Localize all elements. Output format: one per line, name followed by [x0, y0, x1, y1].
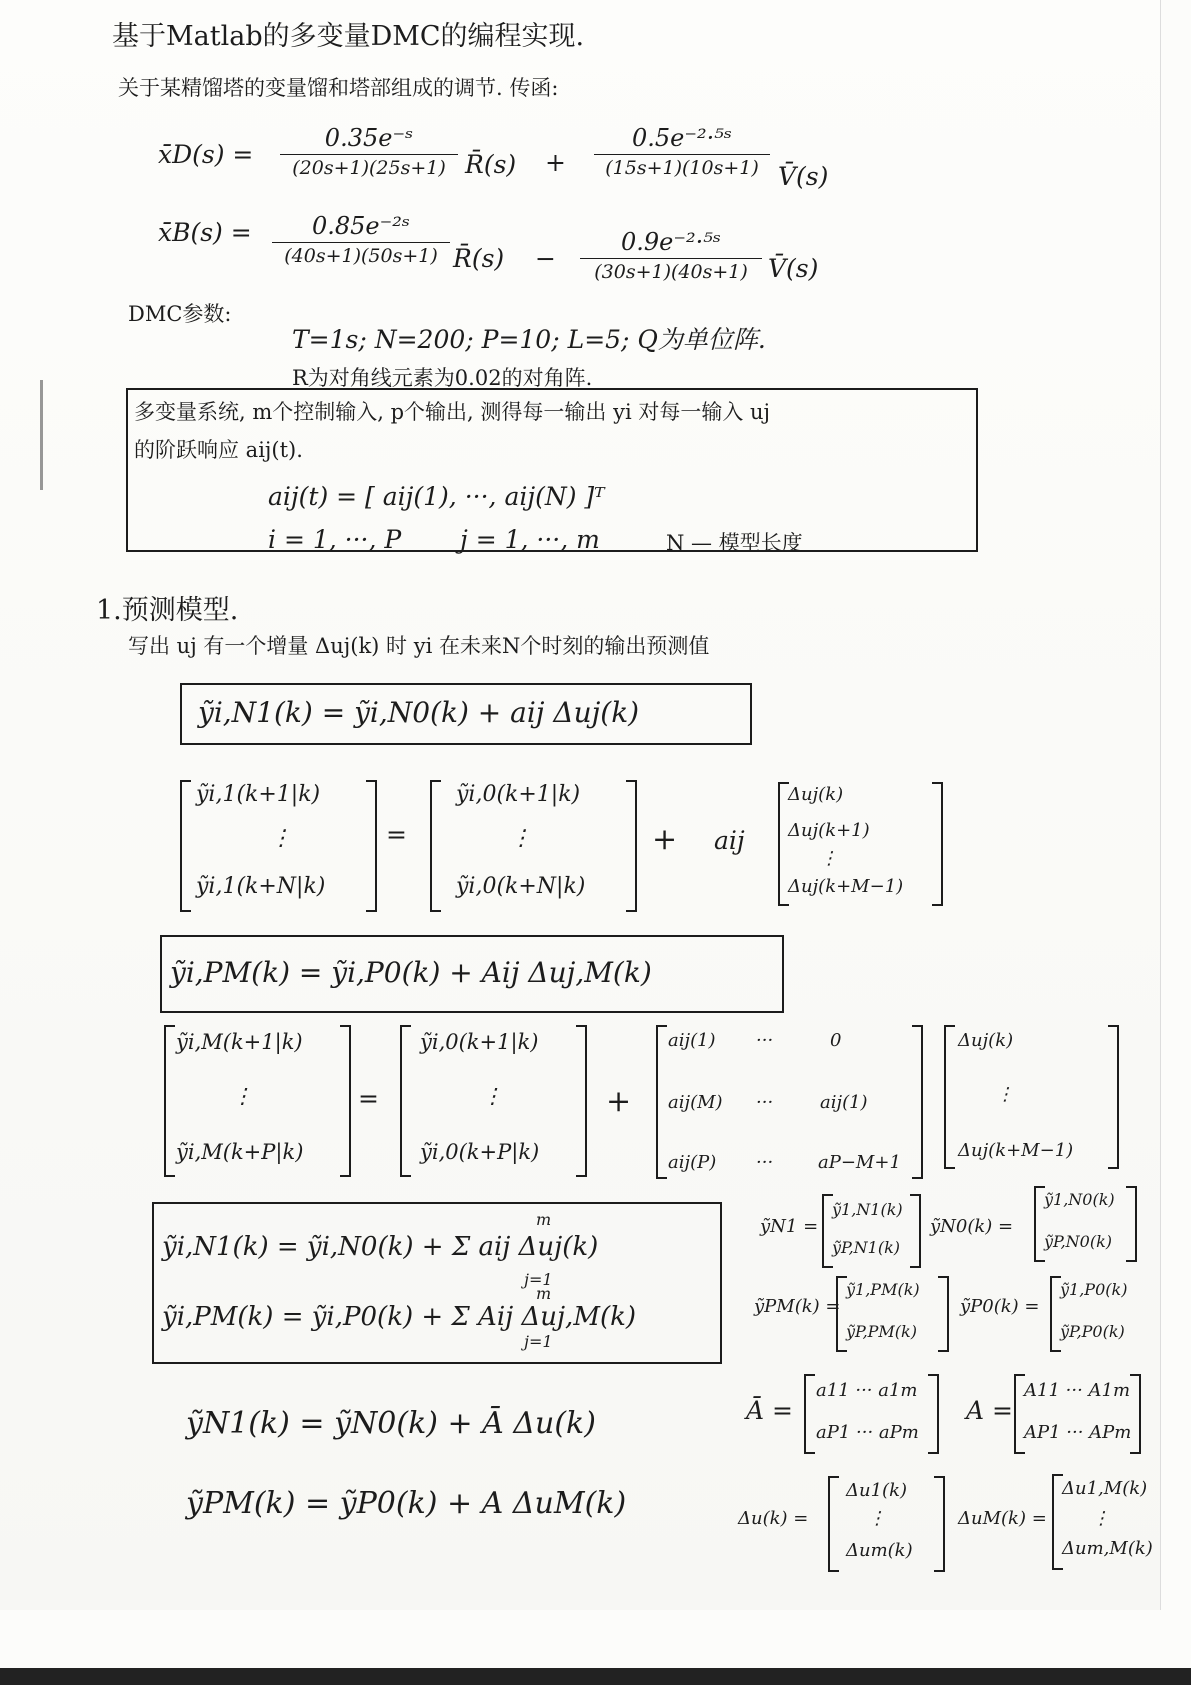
xb-f2-denominator: (30s+1)(40s+1) [594, 261, 748, 283]
mat1-lhs-mid: ⋮ [270, 826, 292, 851]
xd-lhs: x̄D(s) = [158, 140, 254, 169]
yn0-top: ỹ1,N0(k) [1044, 1190, 1115, 1209]
final-eq-b: ỹPM(k) = ỹP0(k) + A ΔuM(k) [186, 1486, 627, 1521]
xb-f1-numerator: 0.85e⁻²ˢ [272, 212, 450, 243]
mat2-u-mid: ⋮ [996, 1084, 1014, 1105]
mat2-lhs-bot: ỹi,M(k+P|k) [176, 1140, 304, 1164]
mat2-u-bracket-left [944, 1025, 955, 1169]
a-bot: AP1 ··· APm [1024, 1422, 1132, 1443]
yn0-bracket-right [1126, 1186, 1137, 1262]
yn1-lhs: ỹN1 = [760, 1216, 819, 1237]
mat1-u4: Δuj(k+M−1) [788, 876, 904, 897]
def-line2: 的阶跃响应 aij(t). [134, 438, 303, 462]
mat2-lhs-top: ỹi,M(k+1|k) [176, 1030, 303, 1054]
mat2-plus: + [606, 1084, 632, 1119]
mat2-a31: aij(P) [668, 1152, 717, 1173]
mat2-rhs-mid: ⋮ [482, 1084, 503, 1108]
xb-f1-var: R̄(s) [453, 244, 505, 273]
ypm-lhs: ỹPM(k) = [754, 1296, 841, 1317]
xb-f2-numerator: 0.9e⁻²·⁵ˢ [580, 228, 762, 259]
final-eq-a: ỹN1(k) = ỹN0(k) + Ā Δu(k) [186, 1406, 596, 1441]
scan-edge [0, 1668, 1191, 1685]
xb-fraction-2 [580, 228, 762, 283]
mat2-u-top: Δuj(k) [958, 1030, 1014, 1051]
section1-heading: 1.预测模型. [96, 595, 239, 626]
mat2-a-bracket-left [656, 1025, 667, 1179]
mat2-a23: aij(1) [820, 1092, 868, 1113]
mat1-rhs-bracket-left [430, 780, 441, 912]
xd-f2-denominator: (15s+1)(10s+1) [605, 157, 759, 179]
du-top: Δu1(k) [846, 1480, 907, 1501]
mat1-u3: ⋮ [820, 848, 838, 869]
dum-lhs: ΔuM(k) = [958, 1508, 1047, 1529]
a-lhs: A = [966, 1396, 1013, 1425]
dum-mid: ⋮ [1092, 1508, 1110, 1529]
mat2-a32: ··· [756, 1152, 774, 1173]
intro-text: 关于某精馏塔的变量馏和塔部组成的调节. 传函: [118, 76, 559, 100]
xd-f2-numerator: 0.5e⁻²·⁵ˢ [594, 124, 770, 155]
mat1-lhs-bracket-right [366, 780, 377, 912]
xd-op: + [545, 148, 566, 177]
sum-box [152, 1202, 722, 1364]
sum-line1: ỹi,N1(k) = ỹi,N0(k) + Σ aij Δuj(k) [162, 1232, 599, 1262]
xd-f1-var: R̄(s) [465, 150, 517, 179]
mat2-lhs-mid: ⋮ [232, 1084, 253, 1108]
du-lhs: Δu(k) = [738, 1508, 809, 1529]
mat1-rhs-bracket-right [626, 780, 637, 912]
mat2-a12: ··· [756, 1030, 774, 1051]
page-title: 基于Matlab的多变量DMC的编程实现. [112, 21, 585, 52]
mat1-lhs-bracket-left [180, 780, 191, 912]
def-line4c: N — 模型长度 [666, 531, 803, 555]
mat2-u-bracket-right [1108, 1025, 1119, 1169]
mat1-coef: aij [714, 826, 745, 855]
sum1-top: m [536, 1210, 552, 1229]
dum-bot: Δum,M(k) [1062, 1538, 1153, 1559]
yp0-top: ỹ1,P0(k) [1060, 1280, 1128, 1299]
yn0-bot: ỹP,N0(k) [1044, 1232, 1113, 1251]
section1-desc: 写出 uj 有一个增量 Δuj(k) 时 yi 在未来N个时刻的输出预测值 [128, 634, 710, 658]
xd-fraction-1 [280, 124, 458, 179]
mat2-rhs-top: ỹi,0(k+1|k) [420, 1030, 539, 1054]
yn1-top: ỹ1,N1(k) [832, 1200, 903, 1219]
mat2-lhs-bracket-left [164, 1025, 175, 1177]
xd-f1-denominator: (20s+1)(25s+1) [292, 157, 446, 179]
sum2-bot: j=1 [524, 1332, 553, 1351]
mat1-rhs-top: ỹi,0(k+1|k) [456, 782, 581, 807]
mat1-rhs-bot: ỹi,0(k+N|k) [456, 874, 586, 899]
sum2-top: m [536, 1284, 552, 1303]
dmc-params-label: DMC参数: [128, 302, 232, 326]
du-bracket-right [934, 1476, 945, 1572]
yn1-bot: ỹP,N1(k) [832, 1238, 901, 1257]
xd-fraction-2 [594, 124, 770, 179]
def-line4b: j = 1, ···, m [460, 525, 600, 554]
mat2-a21: aij(M) [668, 1092, 723, 1113]
mat2-a33: aP−M+1 [818, 1152, 901, 1173]
ypm-top: ỹ1,PM(k) [846, 1280, 920, 1299]
a-top: A11 ··· A1m [1024, 1380, 1131, 1401]
def-line4a: i = 1, ···, P [268, 525, 402, 554]
yp0-bot: ỹP,P0(k) [1060, 1322, 1125, 1341]
mat2-a11: aij(1) [668, 1030, 716, 1051]
abar-bracket-left [804, 1374, 815, 1454]
dmc-params-line2: R为对角线元素为0.02的对角阵. [292, 366, 593, 390]
mat2-rhs-bot: ỹi,0(k+P|k) [420, 1140, 540, 1164]
abar-bot: aP1 ··· aPm [816, 1422, 919, 1443]
def-line3: aij(t) = [ aij(1), ···, aij(N) ]ᵀ [268, 482, 605, 511]
xb-fraction-1 [272, 212, 450, 267]
ypm-bot: ỹP,PM(k) [846, 1322, 917, 1341]
xb-op: − [535, 244, 556, 273]
ypm-bracket-right [938, 1276, 949, 1352]
du-mid: ⋮ [868, 1508, 886, 1529]
def-line1: 多变量系统, m个控制输入, p个输出, 测得每一输出 yi 对每一输入 uj [134, 400, 771, 424]
mat2-rhs-bracket-left [400, 1025, 411, 1177]
abar-bracket-right [928, 1374, 939, 1454]
xb-f2-var: V̄(s) [768, 254, 819, 283]
binding-mark [40, 380, 43, 490]
xd-f1-numerator: 0.35e⁻ˢ [280, 124, 458, 155]
a-bracket-right [1130, 1374, 1141, 1454]
xb-f1-denominator: (40s+1)(50s+1) [284, 245, 438, 267]
mat1-u2: Δuj(k+1) [788, 820, 870, 841]
eq1: ỹi,N1(k) = ỹi,N0(k) + aij Δuj(k) [198, 696, 640, 729]
mat2-u-bot: Δuj(k+M−1) [958, 1140, 1074, 1161]
mat1-u-bracket-right [932, 782, 943, 906]
xb-lhs: x̄B(s) = [158, 218, 252, 247]
abar-lhs: Ā = [746, 1396, 793, 1425]
mat1-rhs-mid: ⋮ [510, 826, 532, 851]
mat2-eq: = [358, 1084, 379, 1113]
eq2: ỹi,PM(k) = ỹi,P0(k) + Aij Δuj,M(k) [170, 956, 652, 989]
sum-line2: ỹi,PM(k) = ỹi,P0(k) + Σ Aij Δuj,M(k) [162, 1302, 636, 1332]
mat2-a13: 0 [830, 1030, 842, 1051]
yn1-bracket-right [910, 1194, 921, 1268]
mat1-u1: Δuj(k) [788, 784, 844, 805]
mat2-lhs-bracket-right [340, 1025, 351, 1177]
mat1-lhs-bot: ỹi,1(k+N|k) [196, 874, 326, 899]
mat2-a22: ··· [756, 1092, 774, 1113]
yn0-lhs: ỹN0(k) = [930, 1216, 1014, 1237]
abar-top: a11 ··· a1m [816, 1380, 918, 1401]
du-bot: Δum(k) [846, 1540, 913, 1561]
yp0-lhs: ỹP0(k) = [960, 1296, 1040, 1317]
dum-top: Δu1,M(k) [1062, 1478, 1148, 1499]
mat2-rhs-bracket-right [576, 1025, 587, 1177]
sum1-bot: j=1 [524, 1270, 553, 1289]
mat2-a-bracket-right [912, 1025, 923, 1179]
du-bracket-left [828, 1476, 839, 1572]
mat1-eq: = [386, 820, 407, 849]
mat1-lhs-top: ỹi,1(k+1|k) [196, 782, 321, 807]
xd-f2-var: V̄(s) [778, 162, 829, 191]
dmc-params-line1: T=1s; N=200; P=10; L=5; Q为单位阵. [292, 325, 766, 354]
mat1-plus: + [652, 822, 678, 857]
